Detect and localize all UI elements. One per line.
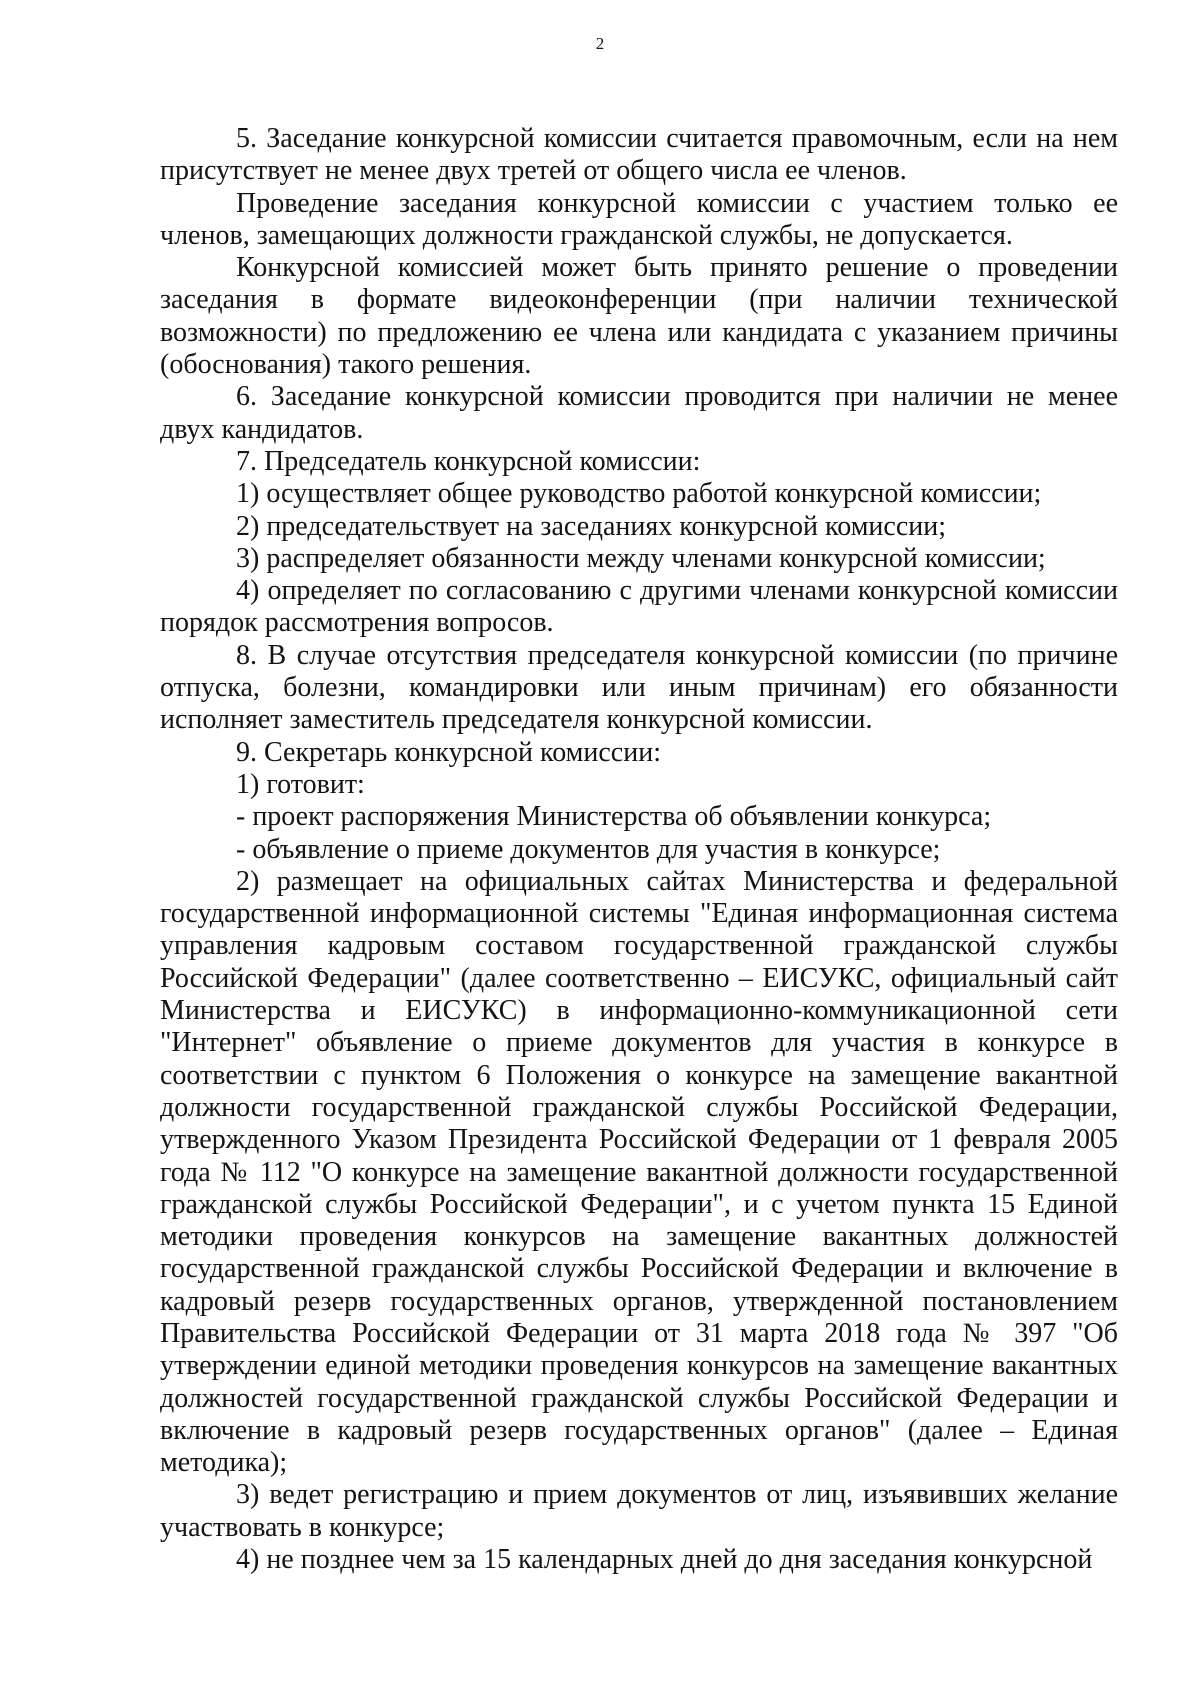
- paragraph-7-item-3: 3) распределяет обязанности между членами конкурсной комиссии;: [236, 542, 1046, 574]
- paragraph-9-item-3: 3) ведет регистрацию и прием документов от лиц, изъявивших желание участвовать в конкурсе;: [160, 1479, 1118, 1543]
- paragraph-6-candidates: 6. Заседание конкурсной комиссии проводится при наличии не менее двух кандидатов.: [160, 381, 1118, 445]
- document-body: [160, 123, 1118, 1576]
- paragraph-9-item-4: 4) не позднее чем за 15 календарных дней до дня заседания конкурсной: [236, 1544, 1093, 1576]
- paragraph-7-item-2: 2) председательствует на заседаниях конкурсной комиссии;: [236, 510, 946, 542]
- paragraph-5-members-only: Проведение заседания конкурсной комиссии с участием только ее членов, замещающих должности гражданской службы, не допускается.: [160, 187, 1118, 251]
- paragraph-9-item-1-dash-1: - проект распоряжения Министерства об объявлении конкурса;: [236, 801, 992, 833]
- paragraph-9-item-1: 1) готовит:: [236, 768, 365, 800]
- paragraph-7-item-4: 4) определяет по согласованию с другими членами конкурсной комиссии порядок рассмотрения вопросов.: [160, 575, 1118, 639]
- paragraph-9-item-1-dash-2: - объявление о приеме документов для участия в конкурсе;: [236, 833, 941, 865]
- paragraph-8-deputy: 8. В случае отсутствия председателя конкурсной комиссии (по причине отпуска, болезни, командировки или иным причинам) его обязанности исполняет заместитель председателя конкурсной комиссии.: [160, 639, 1118, 736]
- paragraph-9-item-2: 2) размещает на официальных сайтах Министерства и федеральной государственной информационной системы "Единая информационная система управления кадровым составом государственной гражданской службы Российской Федерации" (далее соответственно – ЕИСУКС, официальный сайт Министерства и ЕИСУКС) в информационно-коммуникационной сети "Интернет" объявление о приеме документов для участия в конкурсе в соответствии с пунктом 6 Положения о конкурсе на замещение вакантной должности государственной гражданской службы Российской Федерации, утвержденного Указом Президента Российской Федерации от 1 февраля 2005 года № 112 "О конкурсе на замещение вакантной должности государственной гражданской службы Российской Федерации", и с учетом пункта 15 Единой методики проведения конкурсов на замещение вакантных должностей государственной гражданской службы Российской Федерации и включение в кадровый резерв государственных органов, утвержденной постановлением Правительства Российской Федерации от 31 марта 2018 года № 397 "Об утверждении единой методики проведения конкурсов на замещение вакантных должностей государственной гражданской службы Российской Федерации и включение в кадровый резерв государственных органов" (далее – Единая методика);: [160, 865, 1118, 1479]
- paragraph-9-secretary: 9. Секретарь конкурсной комиссии:: [236, 736, 661, 768]
- paragraph-5-videoconference: Конкурсной комиссией может быть принято решение о проведении заседания в формате видеоконференции (при наличии технической возможности) по предложению ее члена или кандидата с указанием причины (обоснования) такого решения.: [160, 252, 1118, 381]
- paragraph-7-item-1: 1) осуществляет общее руководство работой конкурсной комиссии;: [236, 478, 1042, 510]
- paragraph-5-quorum: 5. Заседание конкурсной комиссии считается правомочным, если на нем присутствует не менее двух третей от общего числа ее членов.: [160, 123, 1118, 187]
- paragraph-7-chairman: 7. Председатель конкурсной комиссии:: [236, 445, 701, 477]
- page-number: 2: [595, 34, 605, 53]
